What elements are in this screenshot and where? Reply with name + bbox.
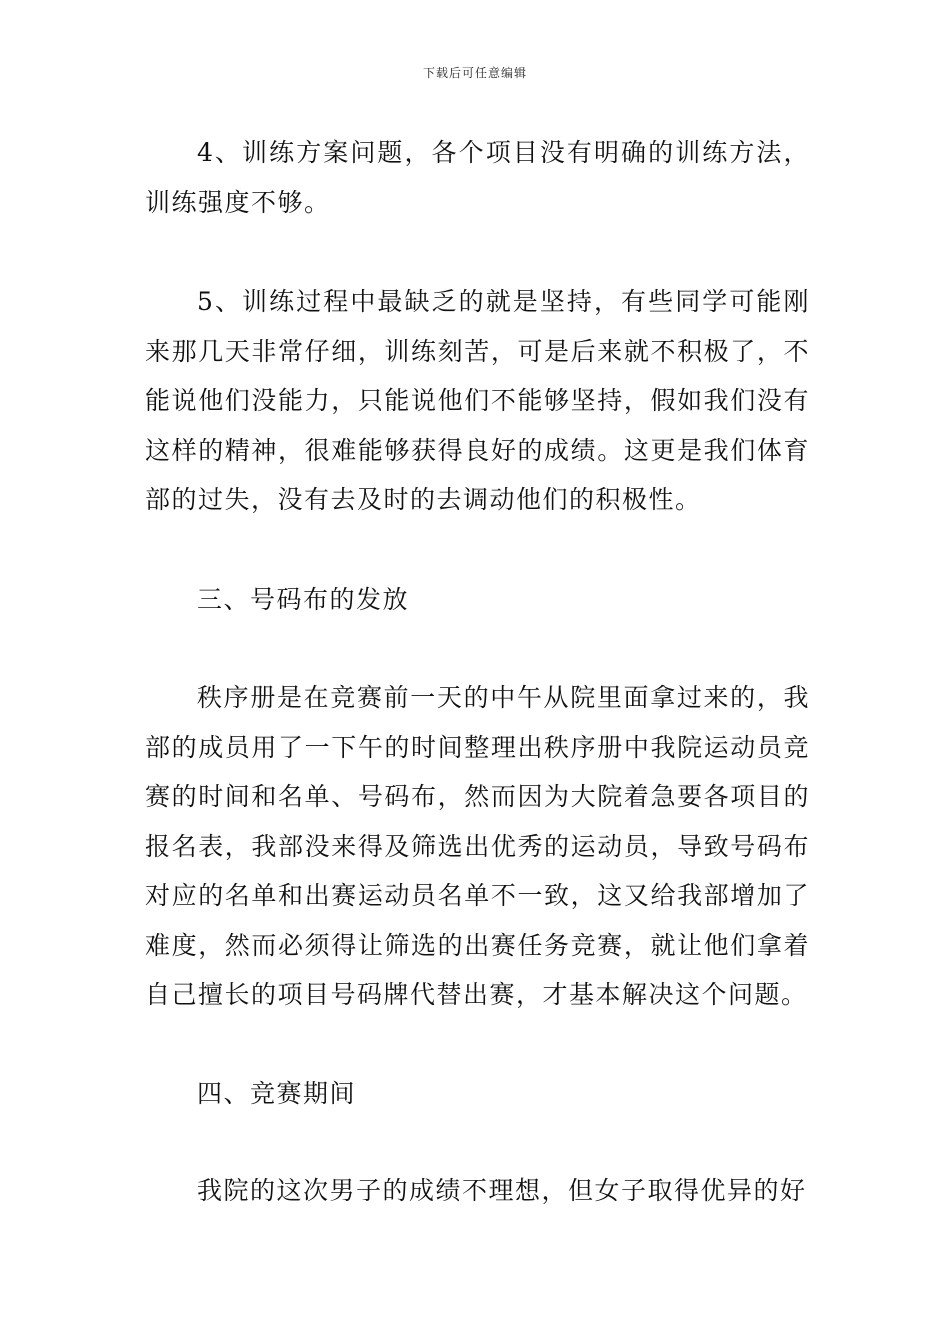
- paragraph-program-booklet: 秩序册是在竞赛前一天的中午从院里面拿过来的，我部的成员用了一下午的时间整理出秩序册中我院运动员竞赛的时间和名单、号码布，然而因为大院着急要各项目的报名表，我部没来得及筛选出优秀的运动员，导致号码布对应的名单和出赛运动员名单不一致，这又给我部增加了难度，然而必须得让筛选的出赛任务竞赛，就让他们拿着自己擅长的项目号码牌代替出赛，才基本解决这个问题。: [145, 683, 810, 1009]
- document-body: [145, 128, 810, 1216]
- section-heading-competition-period: 四、竞赛期间: [197, 1078, 357, 1108]
- paragraph-results: 我院的这次男子的成绩不理想，但女子取得优异的好: [197, 1176, 807, 1205]
- section-heading-number-bibs: 三、号码布的发放: [197, 584, 410, 614]
- page-header: 下载后可任意编辑: [422, 66, 527, 80]
- paragraph-training-persistence: 5、训练过程中最缺乏的就是坚持，有些同学可能刚来那几天非常仔细，训练刻苦，可是后来就不积极了，不能说他们没能力，只能说他们不能够坚持，假如我们没有这样的精神，很难能够获得良好的成绩。这更是我们体育部的过失，没有去及时的去调动他们的积极性。: [145, 287, 810, 514]
- paragraph-training-plan: 4、训练方案问题，各个项目没有明确的训练方法，训练强度不够。: [145, 138, 810, 217]
